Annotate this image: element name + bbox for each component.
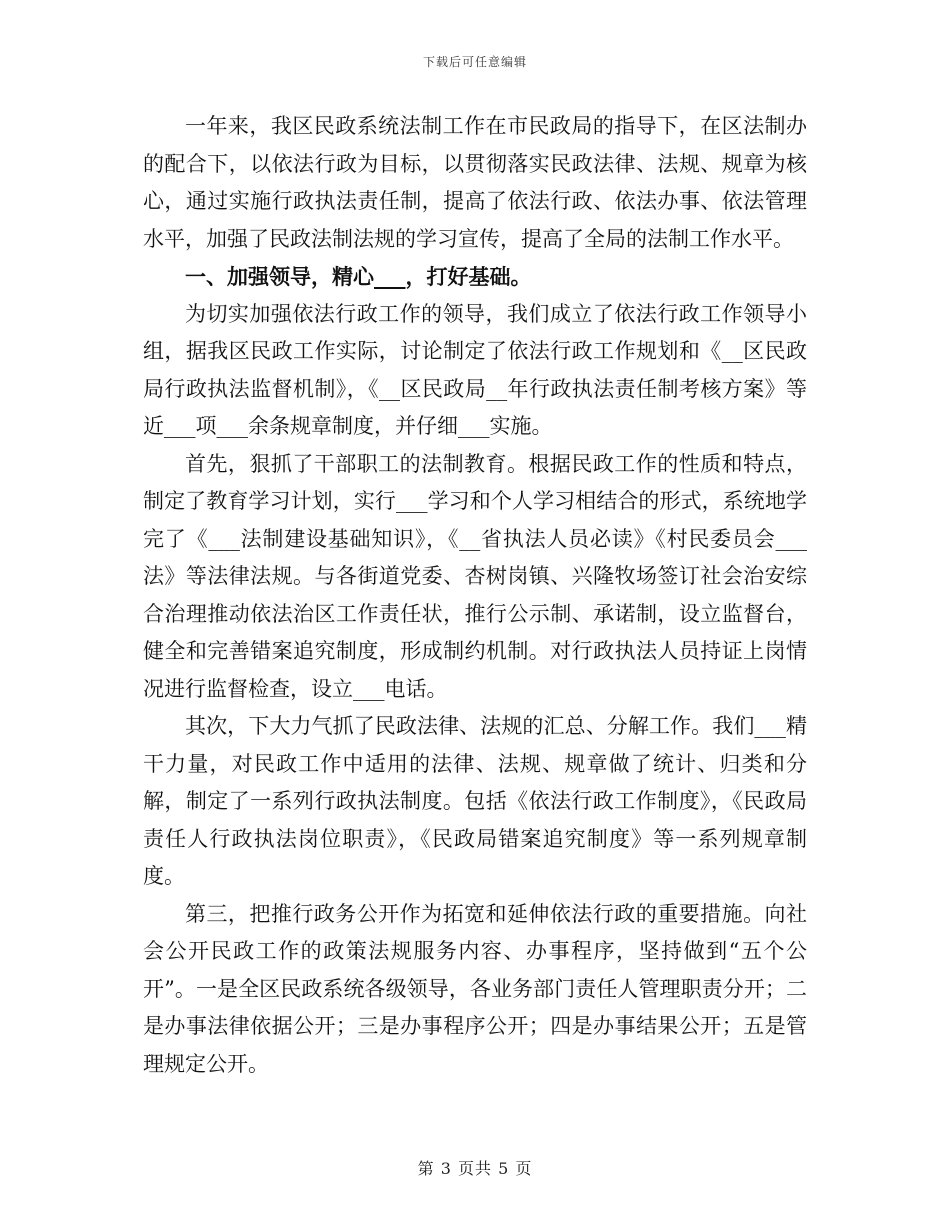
paragraph-third: 第三，把推行政务公开作为拓宽和延伸依法行政的重要措施。向社会公开民政工作的政策法规服务内容、办事程序，坚持做到“五个公开”。一是全区民政系统各级领导，各业务部门责任人管理职责分开；二是办事法律依据公开；三是办事程序公开；四是办事结果公开；五是管理规定公开。 bbox=[143, 901, 807, 1076]
page-number: 第 3 页共 5 页 bbox=[417, 1159, 533, 1178]
document-body bbox=[143, 108, 807, 1083]
paragraph-intro: 一年来，我区民政系统法制工作在市民政局的指导下，在区法制办的配合下，以依法行政为目标，以贯彻落实民政法律、法规、规章为核心，通过实施行政执法责任制，提高了依法行政、依法办事、依法管理水平，加强了民政法制法规的学习宣传，提高了全局的法制工作水平。 bbox=[143, 114, 807, 251]
page-header: 下载后可任意编辑 bbox=[422, 55, 527, 69]
paragraph-first: 首先，狠抓了干部职工的法制教育。根据民政工作的性质和特点，制定了教育学习计划，实行___学习和个人学习相结合的形式，系统地学完了《___法制建设基础知识》，《__省执法人员必读》《村民委员会___法》等法律法规。与各街道党委、杏树岗镇、兴隆牧场签订社会治安综合治理推动依法治区工作责任状，推行公示制、承诺制，设立监督台，健全和完善错案追究制度，形成制约机制。对行政执法人员持证上岗情况进行监督检查，设立___电话。 bbox=[143, 451, 807, 701]
paragraph-leadership: 为切实加强依法行政工作的领导，我们成立了依法行政工作领导小组，据我区民政工作实际，讨论制定了依法行政工作规划和《__区民政局行政执法监督机制》，《__区民政局__年行政执法责任制考核方案》等近___项___余条规章制度，并仔细___实施。 bbox=[143, 301, 807, 438]
paragraph-second: 其次，下大力气抓了民政法律、法规的汇总、分解工作。我们___精干力量，对民政工作中适用的法律、法规、规章做了统计、归类和分解，制定了一系列行政执法制度。包括《依法行政工作制度》，《民政局责任人行政执法岗位职责》，《民政局错案追究制度》等一系列规章制度。 bbox=[143, 714, 807, 888]
section-heading: 一、加强领导，精心___，打好基础。 bbox=[185, 264, 532, 289]
